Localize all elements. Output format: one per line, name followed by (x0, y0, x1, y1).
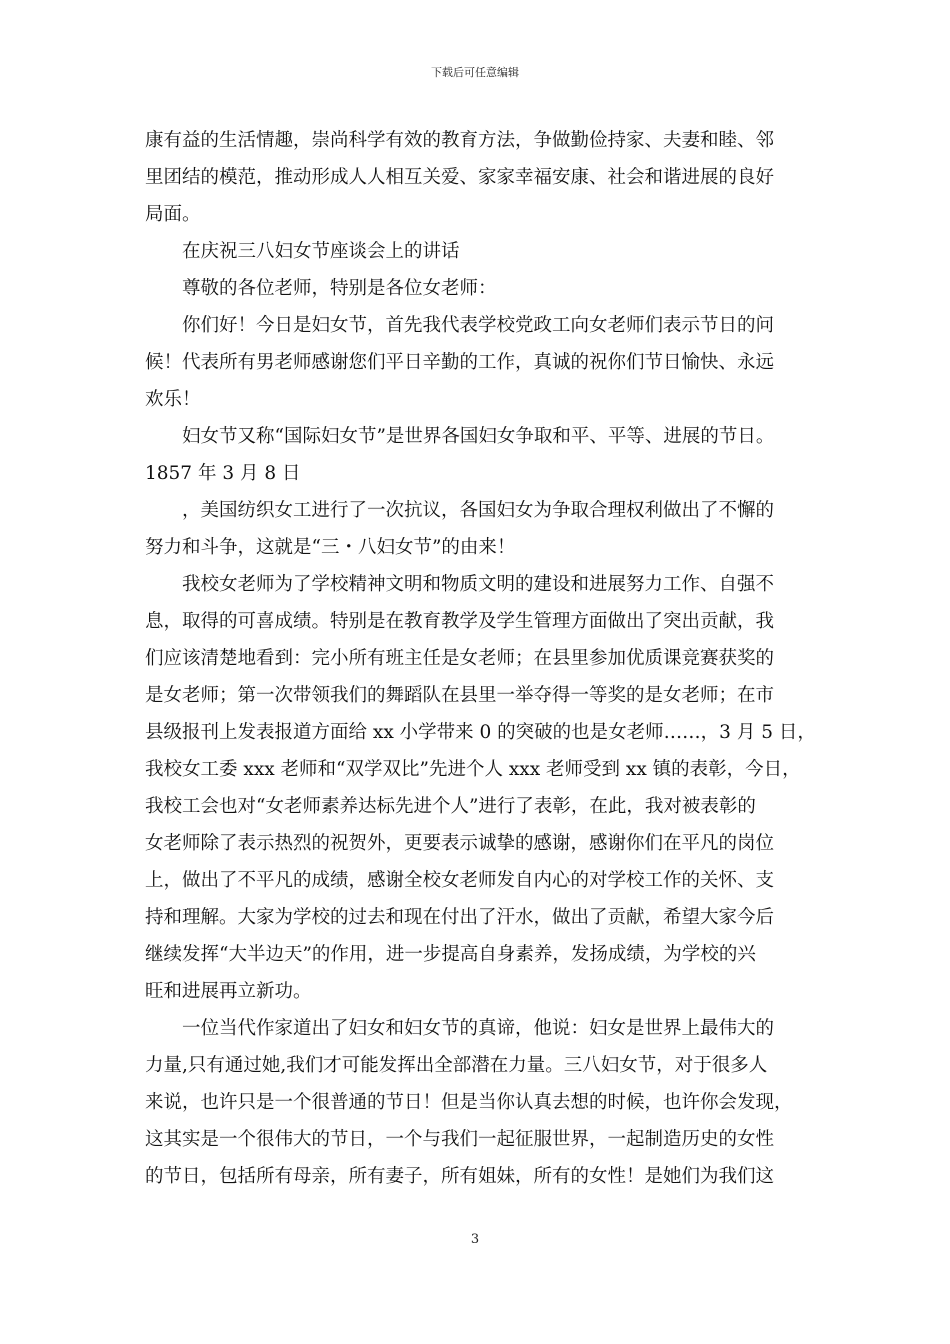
text-line: 我校工会也对“女老师素养达标先进个人”进行了表彰，在此，我对被表彰的 (145, 796, 756, 817)
text-line: 旺和进展再立新功。 (145, 981, 312, 1002)
text-line: 是女老师；第一次带领我们的舞蹈队在县里一举夺得一等奖的是女老师；在市 (145, 685, 775, 706)
text-line: 力量,只有通过她,我们才可能发挥出全部潜在力量。三八妇女节，对于很多人 (145, 1055, 768, 1076)
text-line: 里团结的模范，推动形成人人相互关爱、家家幸福安康、社会和谐进展的良好 (145, 167, 775, 188)
text-line: 我校女工委 xxx 老师和“双学双比”先进个人 xxx 老师受到 xx 镇的表彰，今日， (145, 759, 801, 780)
text-line: ，美国纺织女工进行了一次抗议，各国妇女为争取合理权利做出了不懈的 (182, 500, 775, 521)
text-line: 1857 年 3 月 8 日 (145, 463, 301, 484)
text-line: 的节日，包括所有母亲，所有妻子，所有姐妹，所有的女性！是她们为我们这 (145, 1166, 775, 1187)
page-header: 下载后可任意编辑 (431, 66, 519, 79)
salutation: 尊敬的各位老师，特别是各位女老师： (182, 278, 497, 299)
text-line: 持和理解。大家为学校的过去和现在付出了汗水，做出了贡献，希望大家今后 (145, 907, 775, 928)
text-line: 努力和斗争，这就是“三・八妇女节”的由来！ (145, 537, 516, 558)
text-line: 候！代表所有男老师感谢您们平日辛勤的工作，真诚的祝你们节日愉快、永远 (145, 352, 775, 373)
text-line: 继续发挥“大半边天”的作用，进一步提高自身素养，发扬成绩，为学校的兴 (145, 944, 756, 965)
page-number: 3 (470, 1232, 480, 1247)
text-line: 上，做出了不平凡的成绩，感谢全校女老师发自内心的对学校工作的关怀、支 (145, 870, 775, 891)
text-line: 一位当代作家道出了妇女和妇女节的真谛，他说：妇女是世界上最伟大的 (182, 1018, 775, 1039)
text-line: 我校女老师为了学校精神文明和物质文明的建设和进展努力工作、自强不 (182, 574, 775, 595)
document-body (145, 122, 816, 1195)
text-line: 息，取得的可喜成绩。特别是在教育教学及学生管理方面做出了突出贡献，我 (145, 611, 775, 632)
text-line: 来说，也许只是一个很普通的节日！但是当你认真去想的时候，也许你会发现， (145, 1092, 793, 1113)
text-line: 这其实是一个很伟大的节日，一个与我们一起征服世界，一起制造历史的女性 (145, 1129, 775, 1150)
text-line: 妇女节又称“国际妇女节”是世界各国妇女争取和平、平等、进展的节日。 (182, 426, 775, 447)
text-line: 康有益的生活情趣，崇尚科学有效的教育方法，争做勤俭持家、夫妻和睦、邻 (145, 130, 775, 151)
text-line: 局面。 (145, 204, 201, 225)
text-line: 县级报刊上发表报道方面给 xx 小学带来 0 的突破的也是女老师……，3 月 5 日， (145, 722, 816, 743)
text-line: 你们好！今日是妇女节，首先我代表学校党政工向女老师们表示节日的问 (182, 315, 775, 336)
text-line: 女老师除了表示热烈的祝贺外，更要表示诚挚的感谢，感谢你们在平凡的岗位 (145, 833, 775, 854)
text-line: 欢乐！ (145, 389, 201, 410)
speech-title: 在庆祝三八妇女节座谈会上的讲话 (182, 241, 460, 262)
text-line: 们应该清楚地看到：完小所有班主任是女老师；在县里参加优质课竞赛获奖的 (145, 648, 775, 669)
